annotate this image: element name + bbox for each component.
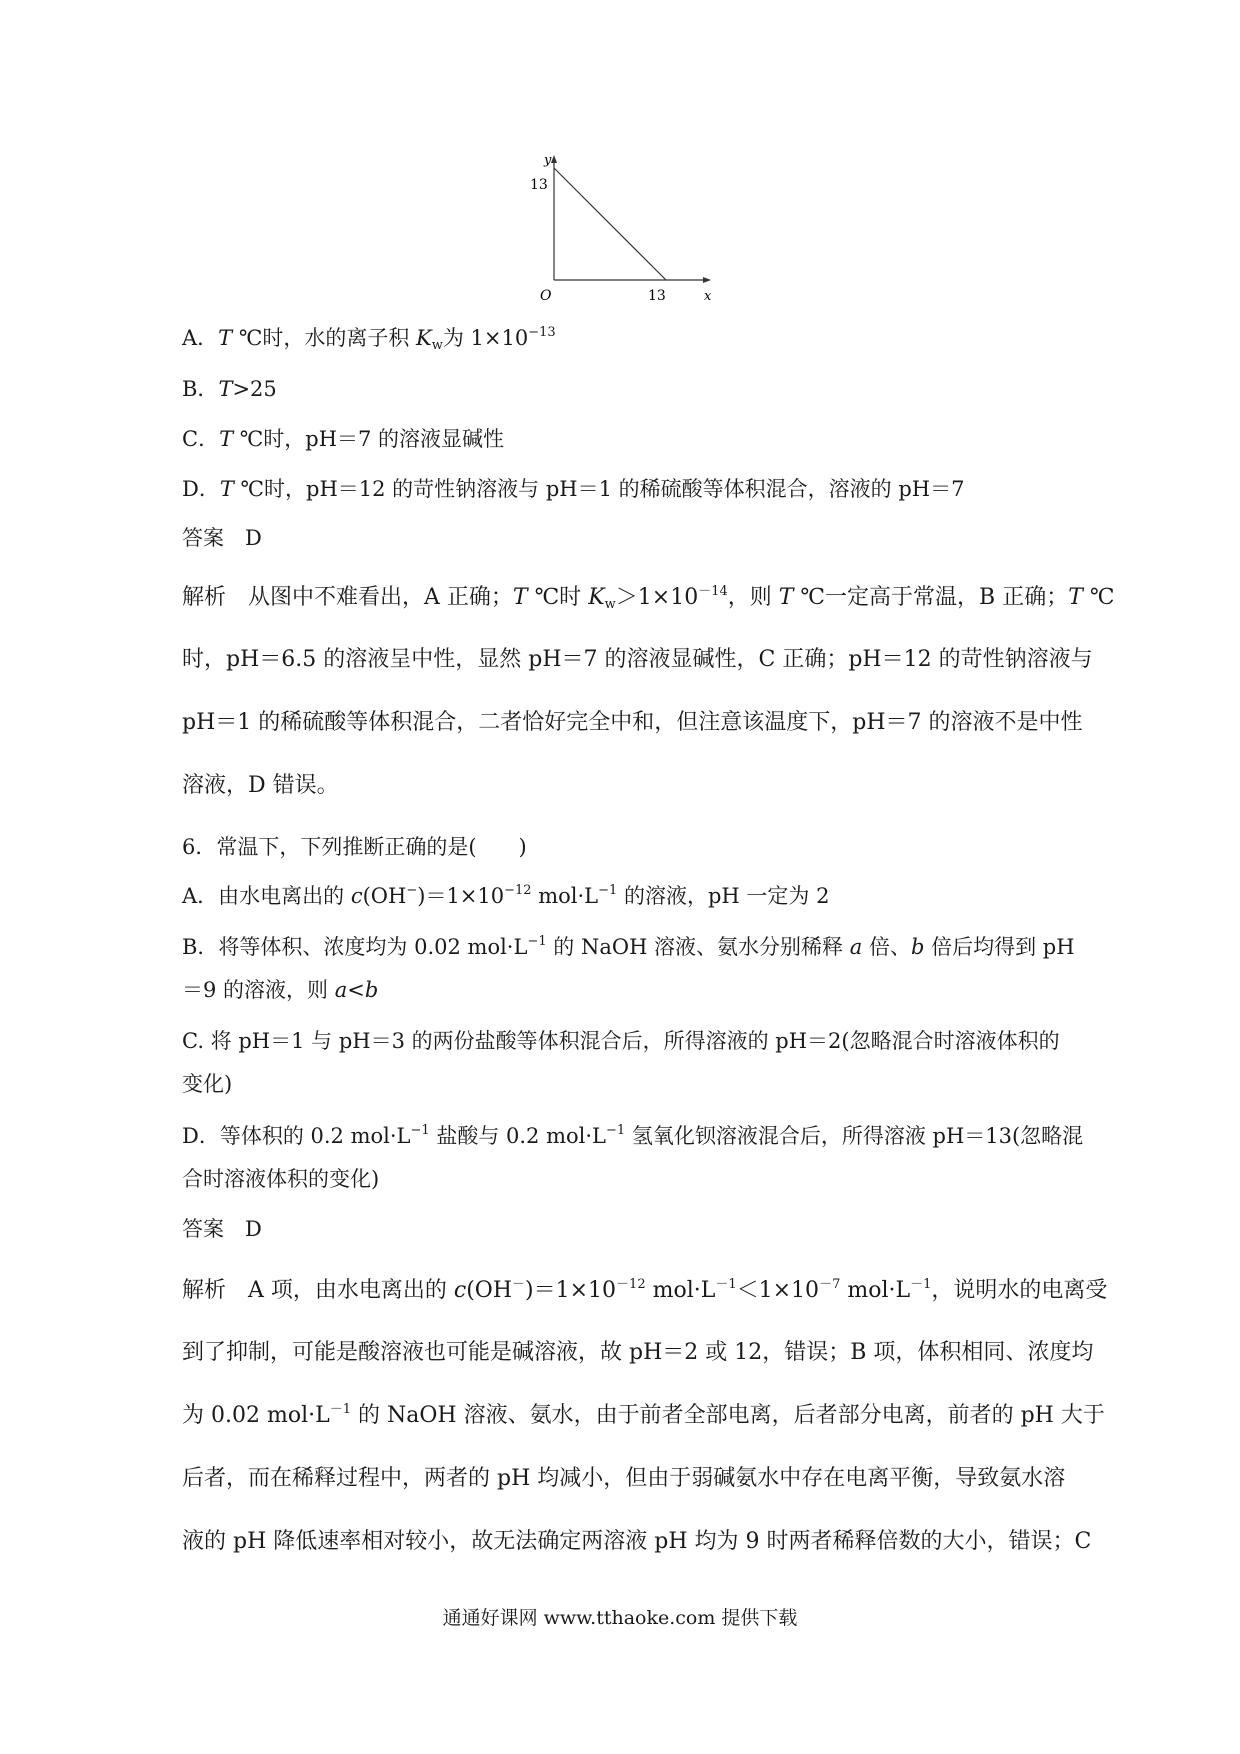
- q6-explanation-line-3: 为 0.02 $mol\cdot L^{-1}$ 的 NaOH 溶液、氨水，由于前者全部电离，后者部分电离，前者的 pH 大于: [182, 1402, 1105, 1428]
- q6-answer: 答案 D: [182, 1217, 262, 1241]
- kw-graph: [520, 152, 720, 307]
- q6-option-d-line-1: D．等体积的 0.2 $mol\cdot L^{-1}$ 盐酸与 0.2 $mol\cdot L^{-1}$ 氢氧化钡溶液混合后，所得溶液 pH＝13(忽略混: [182, 1123, 1084, 1148]
- page-footer: 通通好课网 www.tthaoke.com 提供下载: [442, 1607, 798, 1629]
- axes: [551, 155, 711, 283]
- q5-answer: 答案 D: [182, 526, 262, 550]
- y-tick-label: 13: [530, 177, 548, 193]
- x-axis-arrow: [703, 277, 711, 283]
- q5-option-a: A．T ℃时，水的离子积 $K_w$为 $1\times 10^{-13}$: [182, 325, 556, 353]
- q5-explanation-line-2: 时，pH＝6.5 的溶液呈中性，显然 pH＝7 的溶液显碱性，C 正确；pH＝12 的苛性钠溶液与: [182, 647, 1093, 672]
- q6-stem: 6．常温下，下列推断正确的是( ): [182, 835, 527, 859]
- q5-option-d: D．T ℃时，pH＝12 的苛性钠溶液与 pH＝1 的稀硫酸等体积混合，溶液的 pH＝7: [182, 477, 965, 501]
- q6-option-a: A．由水电离出的 $c(OH^-)=1\times 10^{-12}$ $mol\cdot L^{-1}$ 的溶液，pH 一定为 2: [182, 883, 830, 908]
- y-axis-arrow: [551, 155, 557, 163]
- q6-option-d-line-2: 合时溶液体积的变化): [182, 1167, 380, 1191]
- origin-label: O: [540, 288, 552, 304]
- q6-option-c-line-2: 变化): [182, 1072, 233, 1096]
- x-tick-label: 13: [648, 288, 666, 304]
- q5-explanation-line-1: 解析 从图中不难看出，A 正确；T ℃时 $K_w>1\times 10^{-14}$，则 T ℃一定高于常温，B 正确；T ℃: [182, 584, 1115, 612]
- q5-explanation-line-4: 溶液，D 错误。: [182, 773, 339, 798]
- x-axis-label: x: [704, 289, 712, 304]
- q6-option-b-line-2: ＝9 的溶液，则 a<b: [182, 978, 379, 1002]
- q5-explanation-line-3: pH＝1 的稀硫酸等体积混合，二者恰好完全中和，但注意该温度下，pH＝7 的溶液不是中性: [182, 710, 1083, 735]
- kw-line: [554, 168, 666, 280]
- q6-explanation-line-2: 到了抑制，可能是酸溶液也可能是碱溶液，故 pH＝2 或 12，错误；B 项，体积相同、浓度均: [182, 1340, 1094, 1365]
- q6-explanation-line-4: 后者，而在稀释过程中，两者的 pH 均减小，但由于弱碱氨水中存在电离平衡，导致氨水溶: [182, 1466, 1066, 1491]
- q6-option-c-line-1: C. 将 pH＝1 与 pH＝3 的两份盐酸等体积混合后，所得溶液的 pH＝2(忽略混合时溶液体积的: [182, 1029, 1060, 1053]
- q6-explanation-line-1: 解析 A 项，由水电离出的 $c(OH^-)=1\times 10^{-12}$ $mol\cdot L^{-1}<1\times 10^{-7}$ $mol\cdot L^{-1}$，说明水的电离受: [182, 1277, 1108, 1303]
- q5-option-c: C．T ℃时，pH＝7 的溶液显碱性: [182, 427, 505, 451]
- y-axis-label: y: [544, 153, 552, 168]
- q6-option-b-line-1: B．将等体积、浓度均为 0.02 $mol\cdot L^{-1}$ 的 NaOH 溶液、氨水分别稀释 a 倍、b 倍后均得到 pH: [182, 934, 1075, 959]
- q6-explanation-line-5: 液的 pH 降低速率相对较小，故无法确定两溶液 pH 均为 9 时两者稀释倍数的大小，错误；C: [182, 1529, 1092, 1554]
- q5-option-b: B．T>25: [182, 377, 277, 401]
